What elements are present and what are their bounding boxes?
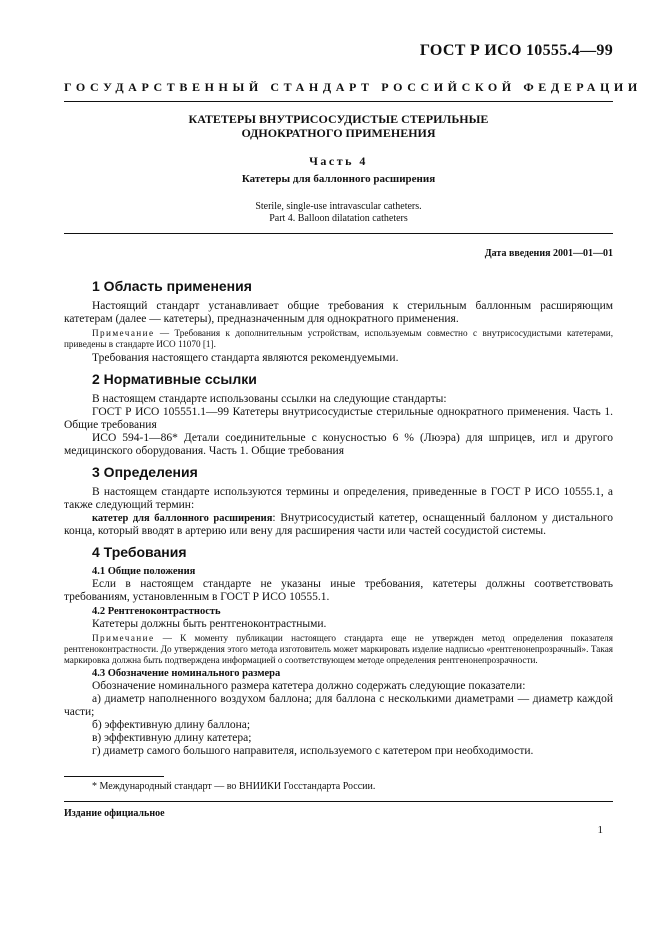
section-1-note [64,328,613,350]
english-title-line-2: Part 4. Balloon dilatation catheters [269,213,408,224]
title-line-2: ОДНОКРАТНОГО ПРИМЕНЕНИЯ [241,126,436,140]
section-3-heading: 3 Определения [92,464,198,480]
document-code: ГОСТ Р ИСО 10555.4—99 [419,42,613,59]
header-rule [64,101,613,102]
english-title-line-1: Sterile, single-use intravascular catheters. [255,201,422,212]
title-block [64,112,613,225]
part-label: Часть 4 [309,154,368,168]
list-item-v: в) эффективную длину катетера; [92,732,252,744]
section-1-paragraph-1: Настоящий стандарт устанавливает общие требования к стерильным баллонным расширяющим катетерам (далее — катетеры), предназначенным для однократного применения. [64,300,613,325]
section-3-paragraph-1: В настоящем стандарте используются термины и определения, приведенные в ГОСТ Р ИСО 10555.1, а также следующий термин: [64,486,613,511]
footnote-rule [64,776,164,777]
note-label: Примечание [92,328,155,338]
list-item-g: г) диаметр самого большого направителя, используемого с катетером при необходимости. [92,745,534,757]
section-1-heading: 1 Область применения [92,278,252,294]
subsection-4-2-note [64,633,613,666]
section-2-heading: 2 Нормативные ссылки [92,371,257,387]
subsection-4-1-title: 4.1 Общие положения [92,566,196,577]
section-1-paragraph-2: Требования настоящего стандарта являются рекомендуемыми. [92,352,399,364]
note-text: — Требования к дополнительным устройствам, используемым совместно с внутрисосудистыми катетерами, приведены в стандарте ИСО 11070 [1]. [64,328,613,349]
subsection-4-2-title: 4.2 Рентгеноконтрастность [92,606,221,617]
subsection-4-1-paragraph: Если в настоящем стандарте не указаны иные требования, катетеры должны соответствовать требованиям, установленным в ГОСТ Р ИСО 10555.1. [64,578,613,603]
section-2-paragraph-1: В настоящем стандарте использованы ссылки на следующие стандарты: [92,393,447,405]
term: катетер для баллонного расширения [92,513,273,524]
subtitle: Катетеры для баллонного расширения [241,173,436,185]
page-number: 1 [597,824,603,836]
state-standard-header: ГОСУДАРСТВЕННЫЙ СТАНДАРТ РОССИЙСКОЙ ФЕДЕРАЦИИ [64,80,642,94]
subsection-4-3-paragraph: Обозначение номинального размера катетера должно содержать следующие показатели: [92,680,526,692]
effective-date: Дата введения 2001—01—01 [484,248,613,259]
main-content [64,272,613,758]
list-item-b: б) эффективную длину баллона; [92,719,251,731]
english-title [64,201,613,225]
subsection-4-3-title: 4.3 Обозначение номинального размера [92,668,281,679]
list-item-a: а) диаметр наполненного воздухом баллона; для баллона с несколькими диаметрами — диаметр каждой части; [64,693,613,718]
title-line-1: КАТЕТЕРЫ ВНУТРИСОСУДИСТЫЕ СТЕРИЛЬНЫЕ [188,112,489,126]
note-text: — К моменту публикации настоящего стандарта еще не утвержден метод определения показателя рентгеноконтрастности. До утверждения этого метода изготовитель может маркировать изделие надписью «рентгенонепрозрачный». Такая маркировка должна быть подтверждена информацией о соответствующем методе определения рентгенонепрозрачности. [64,633,613,665]
note-label: Примечание [92,633,155,643]
section-2-reference-1: ГОСТ Р ИСО 105551.1—99 Катетеры внутрисосудистые стерильные однократного применения. Часть 1. Общие требования [64,406,613,431]
bottom-rule [64,801,613,802]
term-definition: : Внутрисосудистый катетер, оснащенный баллоном у дистального конца, который вводят в артерию или вену для расширения части или частей сосудистой системы. [64,512,613,537]
edition-label: Издание официальное [64,808,165,819]
footnote: * Международный стандарт — во ВНИИКИ Госстандарта России. [92,781,376,792]
subsection-4-2-paragraph: Катетеры должны быть рентгеноконтрастными. [92,618,327,630]
section-3-definition [64,512,613,538]
section-4-heading: 4 Требования [92,544,187,560]
title-rule [64,233,613,234]
section-2-reference-2: ИСО 594-1—86* Детали соединительные с конусностью 6 % (Люэра) для шприцев, игл и другого медицинского оборудования. Часть 1. Общие требования [64,432,613,457]
